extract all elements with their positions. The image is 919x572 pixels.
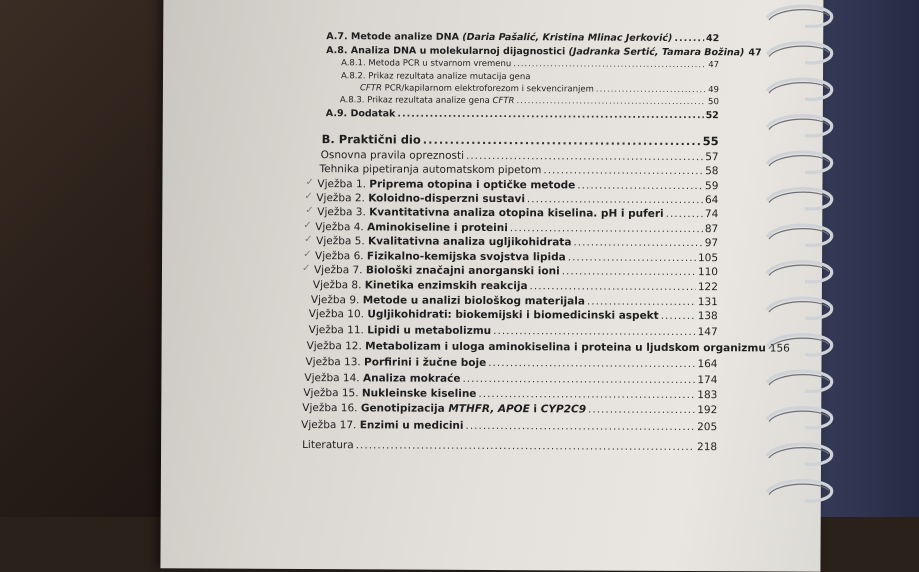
toc-page-number: 218 xyxy=(695,441,717,453)
toc-entry-label xyxy=(326,31,674,44)
table-of-contents xyxy=(160,0,823,572)
toc-entry-label xyxy=(307,340,768,354)
exercise-number: Vježba 2. xyxy=(316,192,365,204)
dot-leader xyxy=(543,164,703,177)
exercise-title: Aminokiseline i proteini xyxy=(367,221,508,234)
toc-entry-label xyxy=(317,178,577,191)
toc-entry-label xyxy=(360,83,596,94)
toc-exercise-3[interactable] xyxy=(317,206,718,222)
toc-page-number: 183 xyxy=(695,389,717,401)
dot-leader xyxy=(666,208,703,220)
exercise-title: Ugljikohidrati: biokemijski i biomedicinski aspekt xyxy=(367,308,658,322)
toc-entry-label xyxy=(316,235,573,248)
toc-page-number: 131 xyxy=(696,296,718,308)
toc-exercise-17[interactable] xyxy=(301,419,717,435)
entry-title: PCR/kapilarnom elektroforezom i sekvenciranjem xyxy=(382,83,594,94)
toc-exercise-7[interactable] xyxy=(314,264,718,280)
dot-leader xyxy=(488,357,695,370)
exercise-number: Vježba 7. xyxy=(314,264,363,276)
toc-entry-label xyxy=(341,58,513,69)
toc-entry-label xyxy=(340,95,517,106)
check-mark-icon: ✓ xyxy=(302,263,310,274)
exercise-title: Analiza mokraće xyxy=(363,372,461,385)
dot-leader xyxy=(478,388,695,401)
toc-entry-label xyxy=(321,149,466,162)
toc-exercise-12[interactable] xyxy=(307,340,718,356)
toc-entry-label xyxy=(304,372,462,385)
toc-entry-label xyxy=(305,356,488,369)
exercise-title: Koloidno-disperzni sustavi xyxy=(368,192,525,205)
exercise-title: Kvantitativna analiza otopina kiselina. pH i puferi xyxy=(369,206,664,220)
toc-page-number: 74 xyxy=(703,208,718,220)
toc-page-number: 110 xyxy=(696,266,718,278)
exercise-number: Vježba 9. xyxy=(311,294,360,306)
toc-page-number: 156 xyxy=(768,342,790,354)
toc-page-number: 47 xyxy=(706,60,719,70)
toc-exercise-15[interactable] xyxy=(303,387,717,403)
toc-entry-label xyxy=(326,45,746,58)
toc-exercise-13[interactable] xyxy=(305,356,717,372)
dot-leader xyxy=(356,439,695,453)
toc-page-number: 64 xyxy=(703,194,718,206)
toc-entry-label xyxy=(322,132,423,147)
exercise-number: Vježba 17. xyxy=(301,419,356,431)
toc-page-number: 49 xyxy=(706,85,719,95)
toc-page-number: 205 xyxy=(695,421,717,433)
exercise-title: Metode u analizi biološkog materijala xyxy=(363,294,585,307)
exercise-title: Kinetika enzimskih reakcija xyxy=(365,279,528,292)
dot-leader xyxy=(596,85,706,96)
exercise-title: Metabolizam i uloga aminokiselina i proteina u ljudskom organizmu xyxy=(365,340,766,354)
toc-entry-label xyxy=(314,264,562,277)
toc-exercise-14[interactable] xyxy=(304,372,717,388)
toc-entry-label xyxy=(341,71,533,82)
toc-page-number: 164 xyxy=(695,358,717,370)
toc-exercise-5[interactable] xyxy=(316,235,718,251)
toc-entry-label xyxy=(316,192,527,205)
toc-page-number: 59 xyxy=(703,180,718,192)
entry-title: A.8. Analiza DNA u molekularnoj dijagnostici xyxy=(326,45,568,57)
toc-exercise-16[interactable] xyxy=(302,402,717,418)
toc-entry-label xyxy=(309,308,661,322)
entry-title: Osnovna pravila opreznosti xyxy=(321,149,464,162)
exercise-number: Vježba 12. xyxy=(307,340,362,352)
entry-title: A.9. Dodatak xyxy=(326,108,396,119)
dot-leader xyxy=(588,404,695,417)
entry-gene: CFTR xyxy=(360,83,382,93)
check-mark-icon: ✓ xyxy=(303,249,311,260)
exercise-number: Vježba 16. xyxy=(302,402,357,414)
dot-leader xyxy=(674,33,704,44)
entry-title: A.8.1. Metoda PCR u stvarnom vremenu xyxy=(341,58,511,69)
check-mark-icon: ✓ xyxy=(304,191,312,202)
toc-entry-label xyxy=(315,250,568,263)
toc-literature[interactable] xyxy=(302,439,717,455)
exercise-number: Vježba 1. xyxy=(317,178,366,190)
exercise-number: Vježba 6. xyxy=(315,250,364,262)
toc-entry-label xyxy=(326,108,398,119)
dot-leader xyxy=(397,109,703,122)
entry-title: Tehnika pipetiranja automatskom pipetom xyxy=(319,163,541,176)
entry-title: B. Praktični dio xyxy=(322,132,421,147)
exercise-title: Biološki značajni anorganski ioni xyxy=(366,264,560,277)
toc-page-number: 55 xyxy=(701,134,719,148)
toc-page xyxy=(160,0,823,572)
toc-page-number: 105 xyxy=(696,252,718,264)
toc-page-number: 138 xyxy=(696,310,718,322)
check-mark-icon: ✓ xyxy=(304,234,312,245)
toc-entry-label xyxy=(302,439,356,451)
toc-entry-label xyxy=(311,294,587,307)
toc-entry-label xyxy=(309,324,494,337)
toc-page-number: 50 xyxy=(706,97,719,107)
toc-page-number: 52 xyxy=(704,110,719,121)
entry-authors: (Daria Pašalić, Kristina Mlinac Jerković) xyxy=(462,32,672,44)
entry-gene: CFTR xyxy=(493,96,515,106)
entry-title: A.8.3. Prikaz rezultata analize gena xyxy=(340,95,493,106)
exercise-gene-2: CYP2C9 xyxy=(541,403,586,415)
dot-leader xyxy=(562,265,696,278)
entry-title: A.8.2. Prikaz rezultata analize mutacija gena xyxy=(341,71,531,82)
entry-title: Literatura xyxy=(302,439,354,451)
toc-entry-label xyxy=(319,163,543,176)
exercise-number: Vježba 8. xyxy=(313,279,362,291)
toc-entry-label xyxy=(303,387,478,400)
toc-page-number: 87 xyxy=(703,223,718,235)
exercise-title: Fizikalno-kemijska svojstva lipida xyxy=(367,250,566,263)
toc-entry-label xyxy=(317,206,665,220)
toc-page-number: 47 xyxy=(746,47,761,58)
exercise-number: Vježba 10. xyxy=(309,308,364,320)
check-mark-icon: ✓ xyxy=(303,220,311,231)
exercise-number: Vježba 15. xyxy=(303,387,358,399)
toc-exercise-8[interactable] xyxy=(313,279,718,295)
dot-leader xyxy=(527,193,703,206)
dot-leader xyxy=(423,133,701,148)
toc-page-number: 58 xyxy=(703,165,718,177)
dot-leader xyxy=(530,280,696,293)
toc-page-number: 122 xyxy=(696,281,718,293)
toc-entry-label xyxy=(313,279,530,292)
exercise-gene: MTHFR, APOE xyxy=(448,403,529,415)
check-mark-icon: ✓ xyxy=(305,205,313,216)
toc-entry-label xyxy=(301,419,465,432)
dot-leader xyxy=(573,236,702,249)
exercise-title: Genotipizacija xyxy=(361,402,449,414)
exercise-title: Kvalitativna analiza ugljikohidrata xyxy=(368,235,571,248)
exercise-number: Vježba 14. xyxy=(304,372,359,384)
exercise-number: Vježba 4. xyxy=(315,221,364,233)
toc-a9[interactable] xyxy=(326,108,719,124)
toc-page-number: 192 xyxy=(695,404,717,416)
toc-page-number: 147 xyxy=(696,326,718,338)
toc-page-number: 42 xyxy=(704,33,719,44)
dot-leader xyxy=(587,295,696,308)
entry-authors: (Jadranka Sertić, Tamara Božina) xyxy=(569,46,745,58)
exercise-title: Lipidi u metabolizmu xyxy=(367,324,491,337)
dot-leader xyxy=(510,222,703,235)
exercise-title: Enzimi u medicini xyxy=(360,419,464,432)
dot-leader xyxy=(516,96,706,107)
exercise-title: Porfirini i žučne boje xyxy=(364,356,486,369)
dot-leader xyxy=(513,59,706,70)
toc-intro-2[interactable] xyxy=(319,163,718,179)
entry-title: A.7. Metode analize DNA xyxy=(326,31,462,43)
exercise-number: Vježba 11. xyxy=(309,324,364,336)
dot-leader xyxy=(661,310,696,322)
toc-page-number: 57 xyxy=(703,151,718,163)
dot-leader xyxy=(577,179,703,192)
toc-exercise-11[interactable] xyxy=(309,324,718,340)
toc-page-number: 97 xyxy=(703,237,718,249)
dot-leader xyxy=(466,150,703,163)
toc-entry-label xyxy=(315,221,510,234)
dot-leader xyxy=(465,420,695,433)
toc-section-b[interactable] xyxy=(322,132,719,148)
toc-exercise-10[interactable] xyxy=(309,308,718,324)
dot-leader xyxy=(493,325,696,338)
exercise-number: Vježba 13. xyxy=(305,356,360,368)
exercise-title: Nukleinske kiseline xyxy=(362,387,477,400)
exercise-title: Priprema otopina i optičke metode xyxy=(369,178,575,191)
dot-leader xyxy=(568,251,696,264)
check-mark-icon: ✓ xyxy=(305,177,313,188)
dot-leader xyxy=(462,373,695,386)
spiral-binding xyxy=(761,0,841,517)
toc-entry-label xyxy=(302,402,588,415)
exercise-number: Vježba 5. xyxy=(316,235,365,247)
exercise-title-mid: i xyxy=(530,403,541,415)
exercise-number: Vježba 3. xyxy=(317,206,366,218)
toc-page-number: 174 xyxy=(695,374,717,386)
